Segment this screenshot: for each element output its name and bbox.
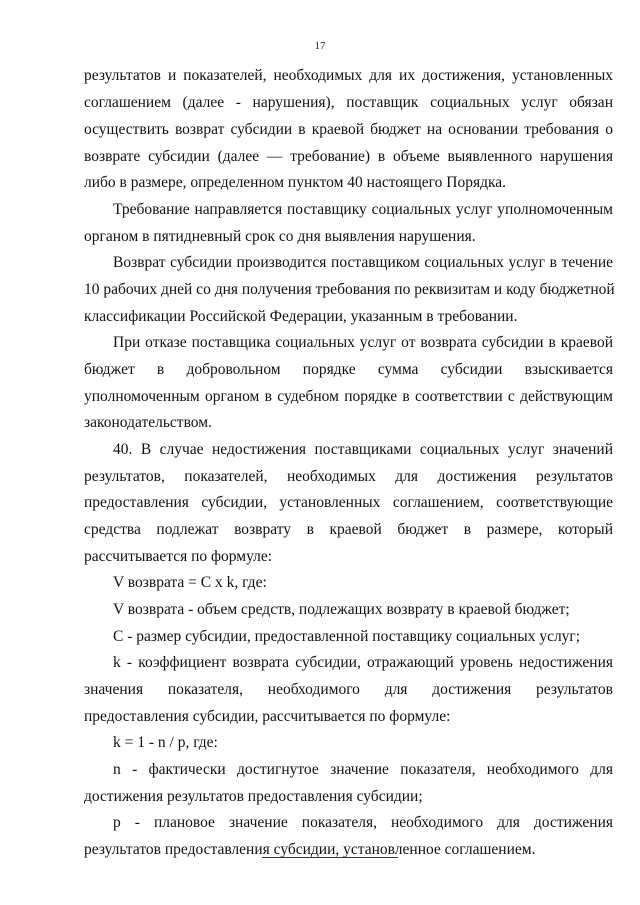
page-number: 17 [314, 40, 326, 52]
text-line: 10 рабочих дней со дня получения требования по реквизитам и коду бюджетной [84, 281, 615, 298]
text-line: значения показателя, необходимого для достижения результатов [84, 681, 613, 698]
text-line: При отказе поставщика социальных услуг от возврата субсидии в краевой [113, 334, 613, 351]
text-line: результатов и показателей, необходимых для их достижения, установленных [84, 67, 613, 84]
text-line: n - фактически достигнутое значение показателя, необходимого для [113, 761, 613, 778]
formula-line: V возврата = C x k, где: [113, 574, 267, 591]
text-line: предоставления субсидии, установленных соглашением, соответствующие [84, 494, 613, 511]
text-line: Возврат субсидии производится поставщиком социальных услуг в течение [113, 254, 613, 271]
text-line: достижения результатов предоставления субсидии; [84, 788, 423, 805]
text-line: k - коэффициент возврата субсидии, отражающий уровень недостижения [113, 654, 613, 671]
text-line: результатов, показателей, необходимых для достижения результатов [84, 468, 613, 485]
text-line: осуществить возврат субсидии в краевой бюджет на основании требования о [84, 121, 613, 138]
text-line: соглашением (далее - нарушения), поставщик социальных услуг обязан [84, 94, 613, 111]
text-line: классификации Российской Федерации, указанным в требовании. [84, 308, 518, 325]
bottom-divider [262, 857, 398, 858]
text-line: возврате субсидии (далее — требование) в объеме выявленного нарушения [84, 148, 613, 165]
text-line: органом в пятидневный срок со дня выявления нарушения. [84, 228, 476, 245]
text-line: 40. В случае недостижения поставщиками социальных услуг значений [113, 441, 613, 458]
text-line: p - плановое значение показателя, необходимого для достижения [113, 814, 613, 831]
text-line: предоставления субсидии, рассчитывается по формуле: [84, 708, 451, 725]
text-line: уполномоченным органом в судебном порядке в соответствии с действующим [84, 388, 613, 405]
text-line: законодательством. [84, 414, 212, 431]
text-line: средства подлежат возврату в краевой бюджет в размере, который [84, 521, 613, 538]
text-line: бюджет в добровольном порядке сумма субсидии взыскивается [84, 361, 613, 378]
text-line: рассчитывается по формуле: [84, 548, 273, 565]
text-line: V возврата - объем средств, подлежащих возврату в краевой бюджет; [113, 601, 570, 618]
text-line: результатов предоставления субсидии, установленное соглашением. [84, 841, 536, 858]
text-line: либо в размере, определенном пунктом 40 настоящего Порядка. [84, 174, 507, 191]
text-line: C - размер субсидии, предоставленной поставщику социальных услуг; [113, 628, 581, 645]
formula-line: k = 1 - n / p, где: [113, 734, 218, 751]
text-line: Требование направляется поставщику социальных услуг уполномоченным [113, 201, 613, 218]
